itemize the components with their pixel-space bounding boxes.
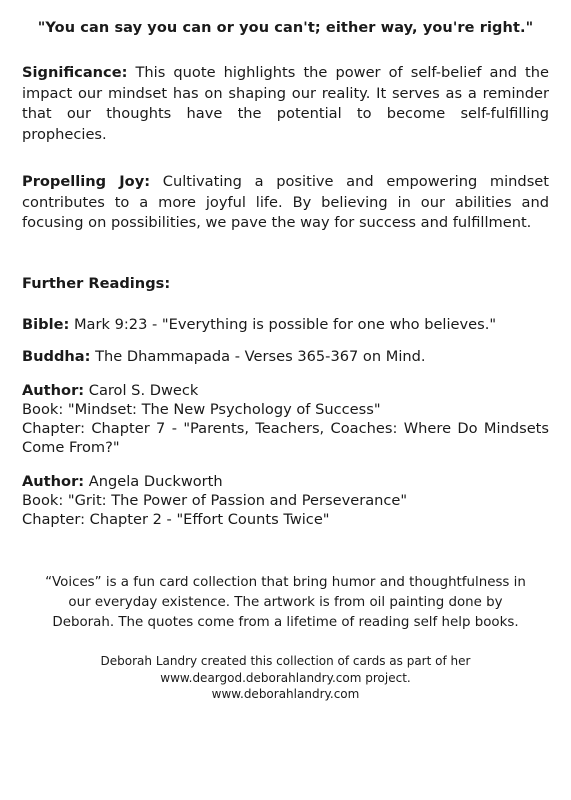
buddha-label: Buddha:: [22, 348, 91, 365]
bible-text: Mark 9:23 - "Everything is possible for one who believes.": [69, 316, 497, 333]
creator-credit: [0, 653, 571, 703]
further-readings-heading: Further Readings:: [22, 275, 171, 292]
significance-label: Significance:: [22, 64, 128, 81]
collection-description-line: “Voices” is a fun card collection that bring humor and thoughtfulness in: [45, 575, 526, 590]
buddha-text: The Dhammapada - Verses 365-367 on Mind.: [90, 348, 426, 365]
website-url: www.deborahlandry.com: [211, 687, 360, 701]
propelling-joy-text: Cultivating a positive and empowering mindset contributes to a more joyful life. By believing in our abilities and focusing on possibilities, we pave the way for success and fulfillment.: [22, 173, 549, 231]
collection-description: [0, 573, 571, 633]
duckworth-book: Book: "Grit: The Power of Passion and Perseverance": [22, 492, 408, 509]
duckworth-chapter: Chapter: Chapter 2 - "Effort Counts Twice": [22, 511, 330, 528]
project-url: www.deargod.deborahlandry.com project.: [160, 670, 411, 685]
duckworth-reading: [22, 472, 549, 529]
significance-paragraph: [22, 63, 549, 145]
bible-label: Bible:: [22, 316, 70, 333]
buddha-reading: [22, 347, 549, 366]
dweck-reading: [22, 381, 549, 457]
dweck-author-label: Author:: [22, 382, 85, 399]
collection-description-line: our everyday existence. The artwork is from oil painting done by: [68, 595, 503, 610]
dweck-author: Carol S. Dweck: [84, 382, 199, 399]
duckworth-author: Angela Duckworth: [84, 473, 223, 490]
dweck-author-line: [22, 381, 549, 400]
duckworth-author-label: Author:: [22, 473, 85, 490]
dweck-book: Book: "Mindset: The New Psychology of Success": [22, 401, 381, 418]
significance-text: This quote highlights the power of self-belief and the impact our mindset has on shaping our reality. It serves as a reminder that our thoughts have the potential to become self-fulfilling prophecies.: [22, 64, 549, 143]
duckworth-author-line: [22, 472, 549, 491]
collection-description-line: Deborah. The quotes come from a lifetime of reading self help books.: [52, 615, 519, 630]
dweck-chapter: Chapter: Chapter 7 - "Parents, Teachers, Coaches: Where Do Mindsets Come From?": [22, 420, 549, 456]
quote-title: "You can say you can or you can't; either way, you're right.": [37, 20, 534, 36]
bible-reading: [22, 315, 549, 334]
propelling-joy-paragraph: [22, 172, 549, 234]
creator-credit-line: Deborah Landry created this collection of cards as part of her: [100, 654, 471, 668]
propelling-joy-label: Propelling Joy:: [22, 173, 151, 190]
